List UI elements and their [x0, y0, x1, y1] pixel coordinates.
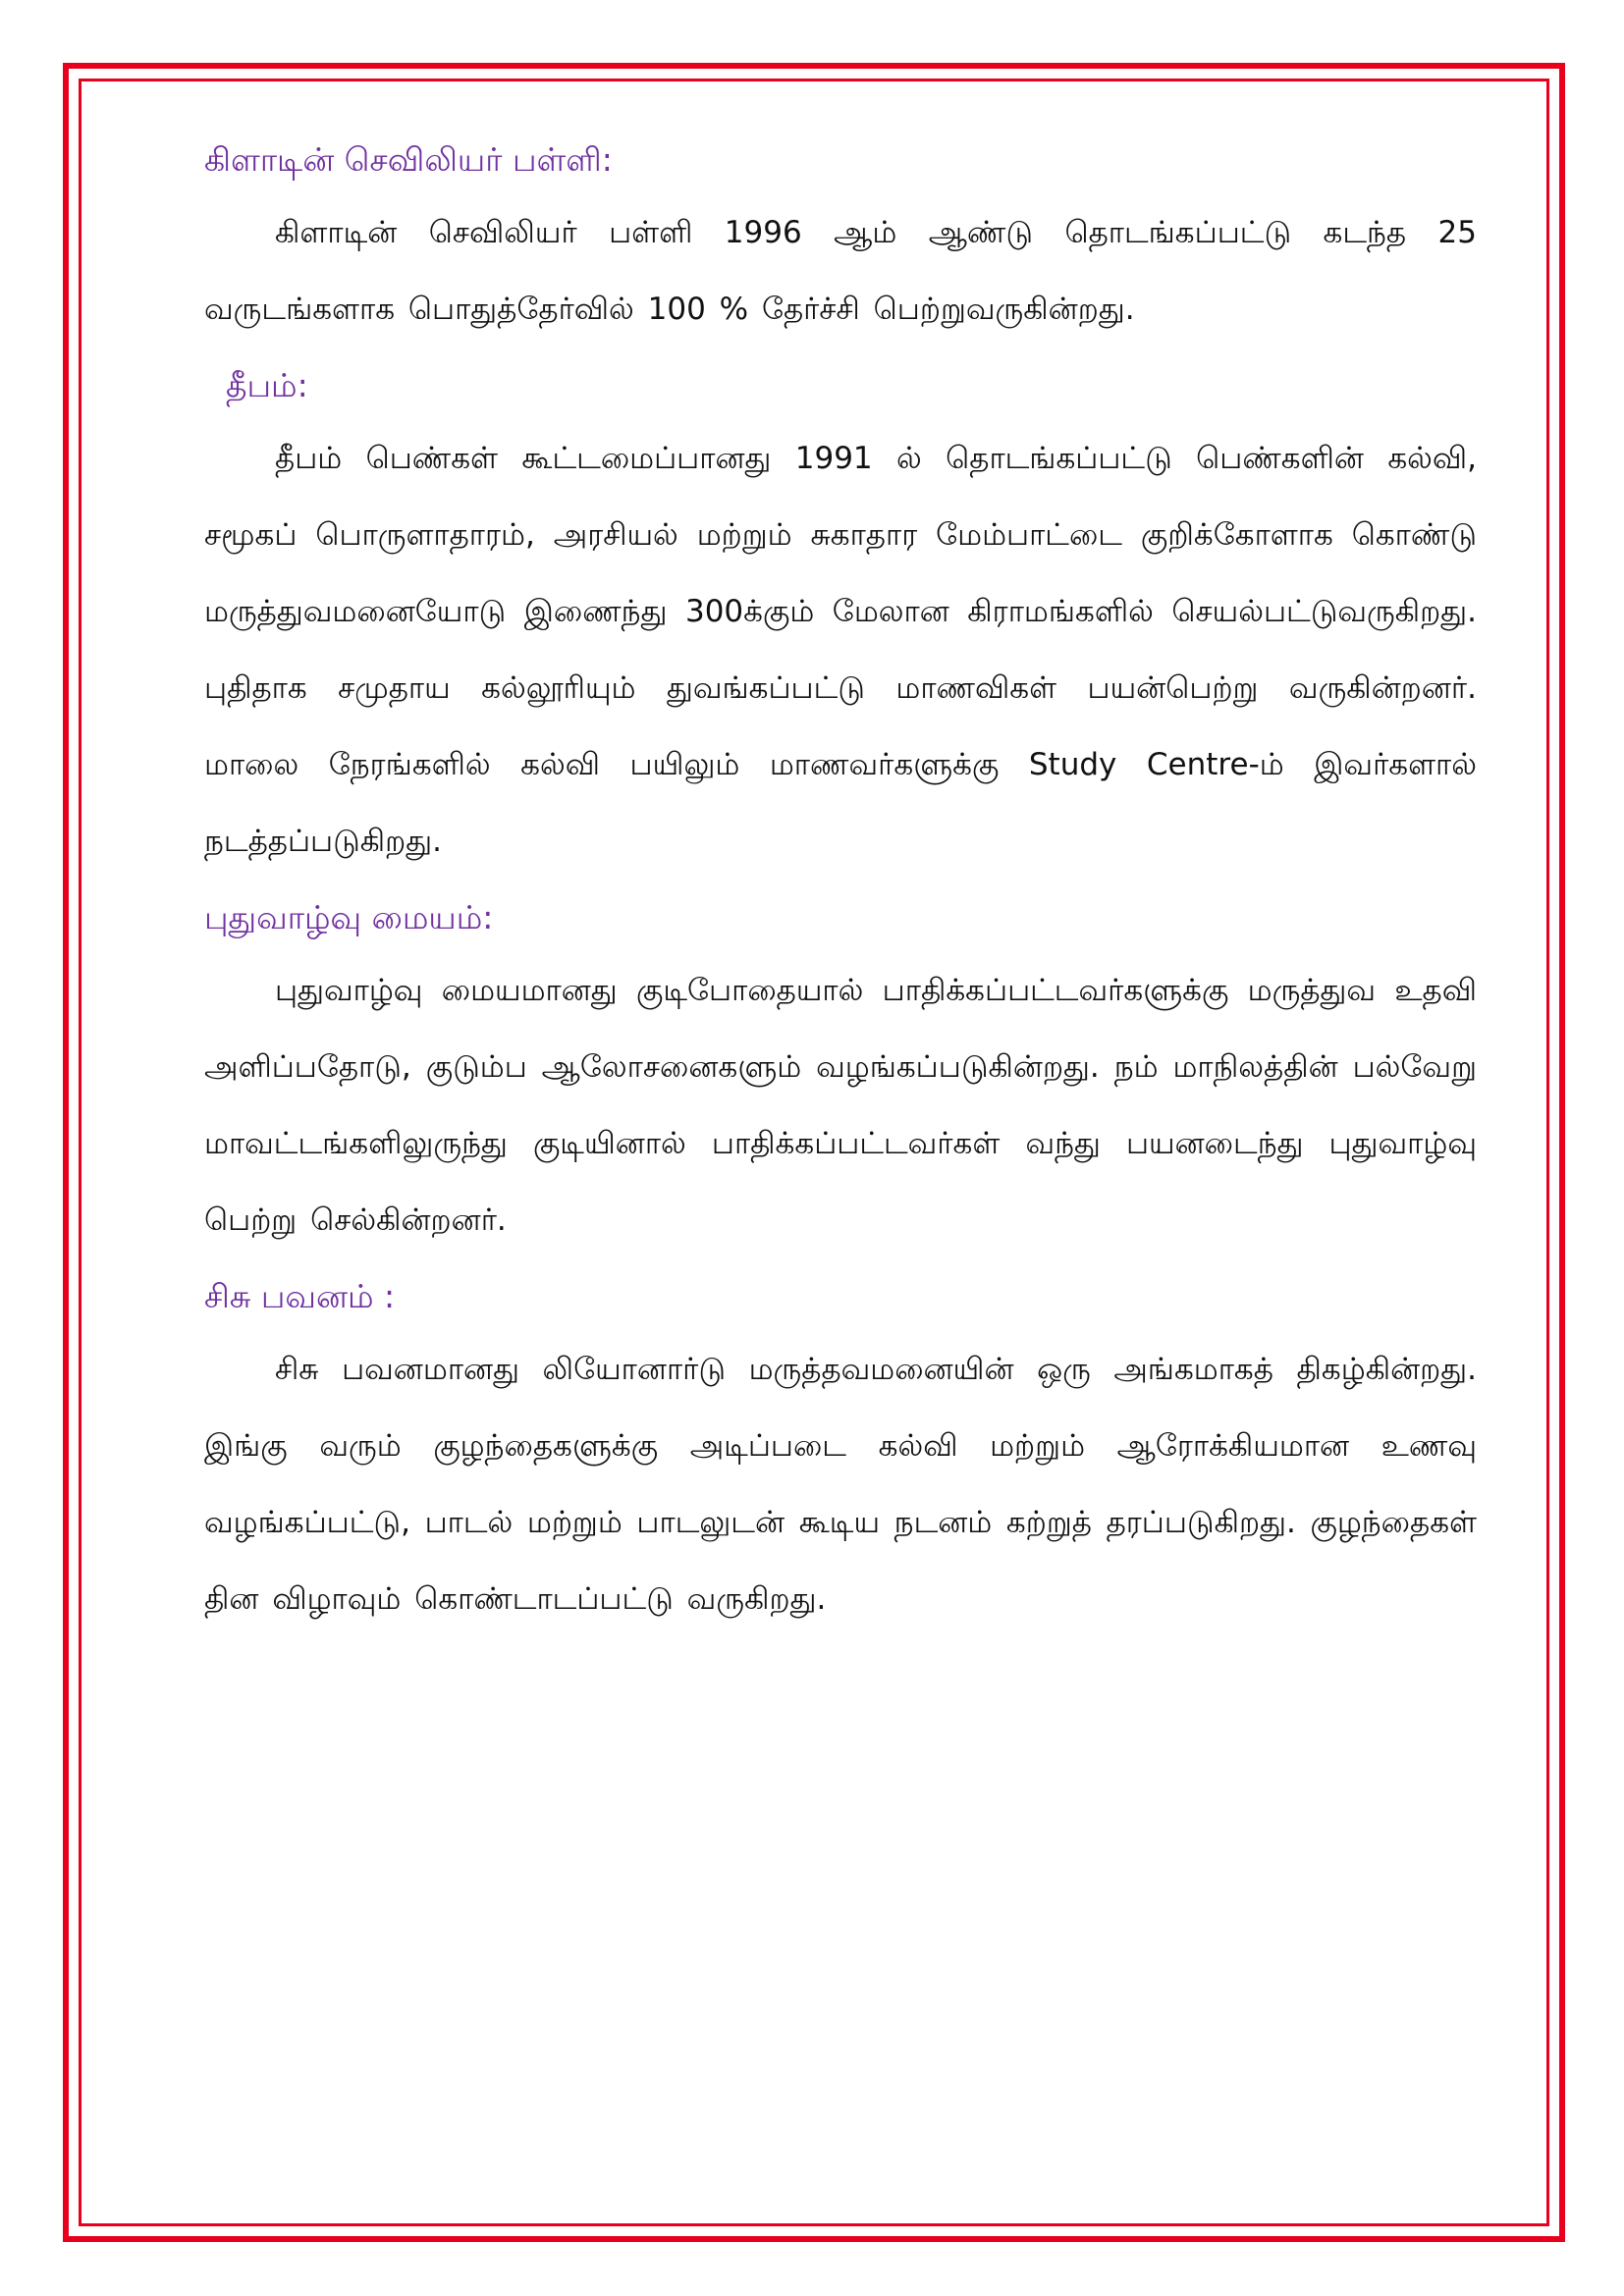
- paragraph-nursing-school: [204, 194, 1477, 347]
- heading-sisu-bhavanam: சிசு பவனம் :: [204, 1277, 396, 1315]
- paragraph-text: கிளாடின் செவிலியர் பள்ளி 1996 ஆம் ஆண்டு தொடங்கப்பட்டு கடந்த 25 வருடங்களாக பொதுத்தேர்வில் 100 % தேர்ச்சி பெற்றுவருகின்றது.: [204, 215, 1477, 327]
- heading-deepam: தீபம்:: [226, 366, 308, 404]
- paragraph-deepam: [204, 420, 1477, 880]
- heading-nursing-school: கிளாடின் செவிலியர் பள்ளி:: [204, 140, 613, 179]
- heading-puthuvazhvu-centre: புதுவாழ்வு மையம்:: [204, 898, 494, 936]
- paragraph-sisu-bhavanam: [204, 1331, 1477, 1637]
- paragraph-puthuvazhvu-centre: [204, 952, 1477, 1258]
- paragraph-text: சிசு பவனமானது லியோனார்டு மருத்தவமனையின் ஒரு அங்கமாகத் திகழ்கின்றது. இங்கு வரும் குழந்தைகளுக்கு அடிப்படை கல்வி மற்றும் ஆரோக்கியமான உணவு வழங்கப்பட்டு, பாடல் மற்றும் பாடலுடன் கூடிய நடனம் கற்றுத் தரப்படுகிறது. குழந்தைகள் தின விழாவும் கொண்டாடப்பட்டு வருகிறது.: [204, 1352, 1477, 1617]
- paragraph-text: புதுவாழ்வு மையமானது குடிபோதையால் பாதிக்கப்பட்டவர்களுக்கு மருத்துவ உதவி அளிப்பதோடு, குடும்ப ஆலோசனைகளும் வழங்கப்படுகின்றது. நம் மாநிலத்தின் பல்வேறு மாவட்டங்களிலுருந்து குடியினால் பாதிக்கப்பட்டவர்கள் வந்து பயனடைந்து புதுவாழ்வு பெற்று செல்கின்றனர்.: [204, 973, 1477, 1238]
- paragraph-text: தீபம் பெண்கள் கூட்டமைப்பானது 1991 ல் தொடங்கப்பட்டு பெண்களின் கல்வி, சமூகப் பொருளாதாரம், அரசியல் மற்றும் சுகாதார மேம்பாட்டை குறிக்கோளாக கொண்டு மருத்துவமனையோடு இணைந்து 300க்கும் மேலான கிராமங்களில் செயல்பட்டுவருகிறது. புதிதாக சமுதாய கல்லூரியும் துவங்கப்பட்டு மாணவிகள் பயன்பெற்று வருகின்றனர். மாலை நேரங்களில் கல்வி பயிலும் மாணவர்களுக்கு Study Centre-ம் இவர்களால் நடத்தப்படுகிறது.: [204, 441, 1477, 859]
- document-body: [204, 126, 1477, 1641]
